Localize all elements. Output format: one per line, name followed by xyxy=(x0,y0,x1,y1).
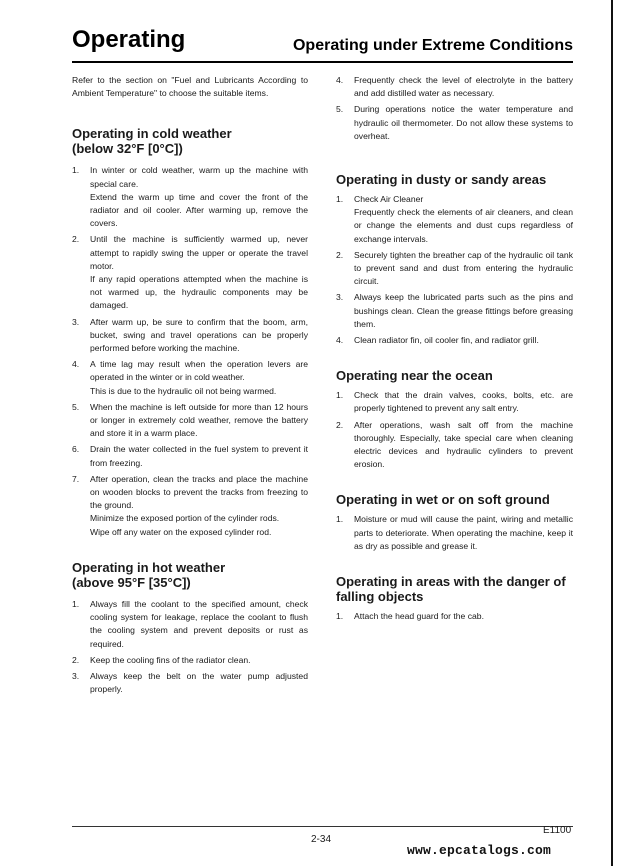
item-text: If any rapid operations attempted when the machine is not warmed up, the hydraulic components may be damaged. xyxy=(90,274,308,311)
item-text: Extend the warm up time and cover the front of the radiator and oil cooler. After warming up, remove the covers. xyxy=(90,191,308,229)
section-title-wet: Operating in wet or on soft ground xyxy=(336,492,550,508)
cold-subtitle: (below 32°F [0°C]) xyxy=(72,141,183,157)
list-item xyxy=(72,233,308,312)
item-number: 2. xyxy=(336,249,344,260)
item-number: 1. xyxy=(336,611,344,622)
item-number: 4. xyxy=(336,75,344,85)
list-item xyxy=(72,598,308,651)
item-number: 1. xyxy=(336,390,344,401)
hot-subtitle: (above 95°F [35°C]) xyxy=(72,574,191,590)
ocean-list xyxy=(336,389,573,471)
section-title-dusty: Operating in dusty or sandy areas xyxy=(336,172,547,188)
cold-list xyxy=(72,164,308,538)
item-text: Until the machine is sufficiently warmed up, never attempt to rapidly swing the upper or operate the travel motor. xyxy=(90,234,308,271)
item-text: Frequently check the level of electrolyte in the battery and add distilled water as necessary. xyxy=(354,75,573,99)
item-number: 1. xyxy=(72,165,80,176)
hot-list-left xyxy=(72,598,308,696)
section-title-cold xyxy=(72,126,308,156)
hot-list-right xyxy=(336,74,573,143)
item-text: Minimize the exposed portion of the cylinder rods. xyxy=(90,513,280,524)
list-item xyxy=(72,670,308,696)
item-text: Always keep the belt on the water pump adjusted properly. xyxy=(90,670,308,695)
right-column xyxy=(336,74,573,626)
item-text: Always fill the coolant to the specified amount, check cooling system for leakage, replace the coolant to flush the cooling system and prevent deposits or rust as required. xyxy=(90,598,308,649)
item-number: 3. xyxy=(72,670,80,681)
item-number: 5. xyxy=(72,401,80,412)
list-item xyxy=(72,316,308,356)
list-item xyxy=(72,358,308,398)
list-item xyxy=(336,334,573,347)
list-item xyxy=(336,249,573,289)
section-title-falling: Operating in areas with the danger of falling objects xyxy=(336,574,566,605)
item-number: 2. xyxy=(72,654,80,665)
list-item xyxy=(336,193,573,246)
item-text: In winter or cold weather, warm up the machine with special care. xyxy=(90,165,308,189)
item-number: 6. xyxy=(72,444,80,455)
list-item xyxy=(72,654,308,667)
item-number: 1. xyxy=(336,194,344,205)
left-column xyxy=(72,74,308,699)
item-number: 3. xyxy=(336,292,344,303)
item-text: Moisture or mud will cause the paint, wiring and metallic parts to deteriorate. When operating the machine, keep it as dry as possible and grease it. xyxy=(354,514,573,551)
item-text: Check Air Cleaner xyxy=(354,194,424,205)
item-number: 4. xyxy=(72,359,80,370)
item-text: Clean radiator fin, oil cooler fin, and radiator grill. xyxy=(354,335,539,346)
intro-paragraph: Refer to the section on "Fuel and Lubricants According to Ambient Temperature" to choose the suitable items. xyxy=(72,75,308,99)
item-text: After operation, clean the tracks and place the machine on wooden blocks to prevent the tracks from freezing to the ground. xyxy=(90,473,308,511)
list-item xyxy=(336,389,573,415)
list-item xyxy=(336,610,573,623)
header-rule xyxy=(72,61,573,63)
falling-list xyxy=(336,610,573,623)
item-text: Wipe off any water on the exposed cylinder rod. xyxy=(90,526,272,537)
page-header xyxy=(72,26,573,60)
list-item xyxy=(336,419,573,472)
item-number: 2. xyxy=(336,419,344,430)
item-text: Always keep the lubricated parts such as the pins and bushings clean. Clean the grease fittings before greasing them. xyxy=(354,292,573,329)
item-text: Frequently check the elements of air cleaners, and clean or change the elements and dust cups regardless of exchange intervals. xyxy=(354,207,573,244)
item-number: 1. xyxy=(336,514,344,525)
cold-title: Operating in cold weather xyxy=(72,126,232,142)
section-title-ocean: Operating near the ocean xyxy=(336,368,493,384)
item-number: 7. xyxy=(72,473,80,484)
item-number: 4. xyxy=(336,335,344,346)
page-subtitle: Operating under Extreme Conditions xyxy=(292,37,573,54)
section-title-hot xyxy=(72,560,308,590)
item-text: This is due to the hydraulic oil not being warmed. xyxy=(90,385,277,396)
item-text: Keep the cooling fins of the radiator clean. xyxy=(90,654,251,665)
item-text: A time lag may result when the operation levers are operated in the winter or in cold weather. xyxy=(90,359,308,383)
list-item xyxy=(336,291,573,331)
list-item xyxy=(336,74,573,100)
list-item xyxy=(72,443,308,469)
item-number: 3. xyxy=(72,316,80,327)
page-number: 2-34 xyxy=(311,834,332,845)
item-number: 2. xyxy=(72,234,80,245)
page-title: Operating xyxy=(72,26,186,53)
dusty-list xyxy=(336,193,573,347)
item-text: Securely tighten the breather cap of the hydraulic oil tank to prevent sand and dust from entering the hydraulic circuit. xyxy=(354,249,573,287)
list-item xyxy=(336,103,573,143)
wet-list xyxy=(336,513,573,553)
item-text: After warm up, be sure to confirm that the boom, arm, bucket, swing and travel operations can be properly performed before working the machine. xyxy=(90,316,308,354)
list-item xyxy=(72,401,308,441)
item-number: 1. xyxy=(72,598,80,609)
hot-title: Operating in hot weather xyxy=(72,559,226,575)
item-text: When the machine is left outside for more than 12 hours or longer in extremely cold weather, remove the battery and store it in a warm place. xyxy=(90,401,308,439)
list-item xyxy=(72,473,308,539)
item-text: Check that the drain valves, cooks, bolts, etc. are properly tightened to prevent any salt entry. xyxy=(354,390,573,414)
item-text: After operations, wash salt off from the machine thoroughly. Especially, take special care when cleaning electric devices and hydraulic cylinders to prevent erosion. xyxy=(354,419,573,470)
item-number: 5. xyxy=(336,104,344,115)
right-edge-rule xyxy=(611,0,613,866)
footer-rule xyxy=(72,826,573,827)
item-text: Drain the water collected in the fuel system to prevent it from freezing. xyxy=(90,444,308,468)
item-text: Attach the head guard for the cab. xyxy=(354,611,484,622)
watermark: www.epcatalogs.com xyxy=(407,843,552,858)
model-number: E1100 xyxy=(543,825,572,836)
list-item xyxy=(336,513,573,553)
list-item xyxy=(72,164,308,230)
item-text: During operations notice the water temperature and hydraulic oil thermometer. Do not allow these systems to overheat. xyxy=(354,104,573,141)
